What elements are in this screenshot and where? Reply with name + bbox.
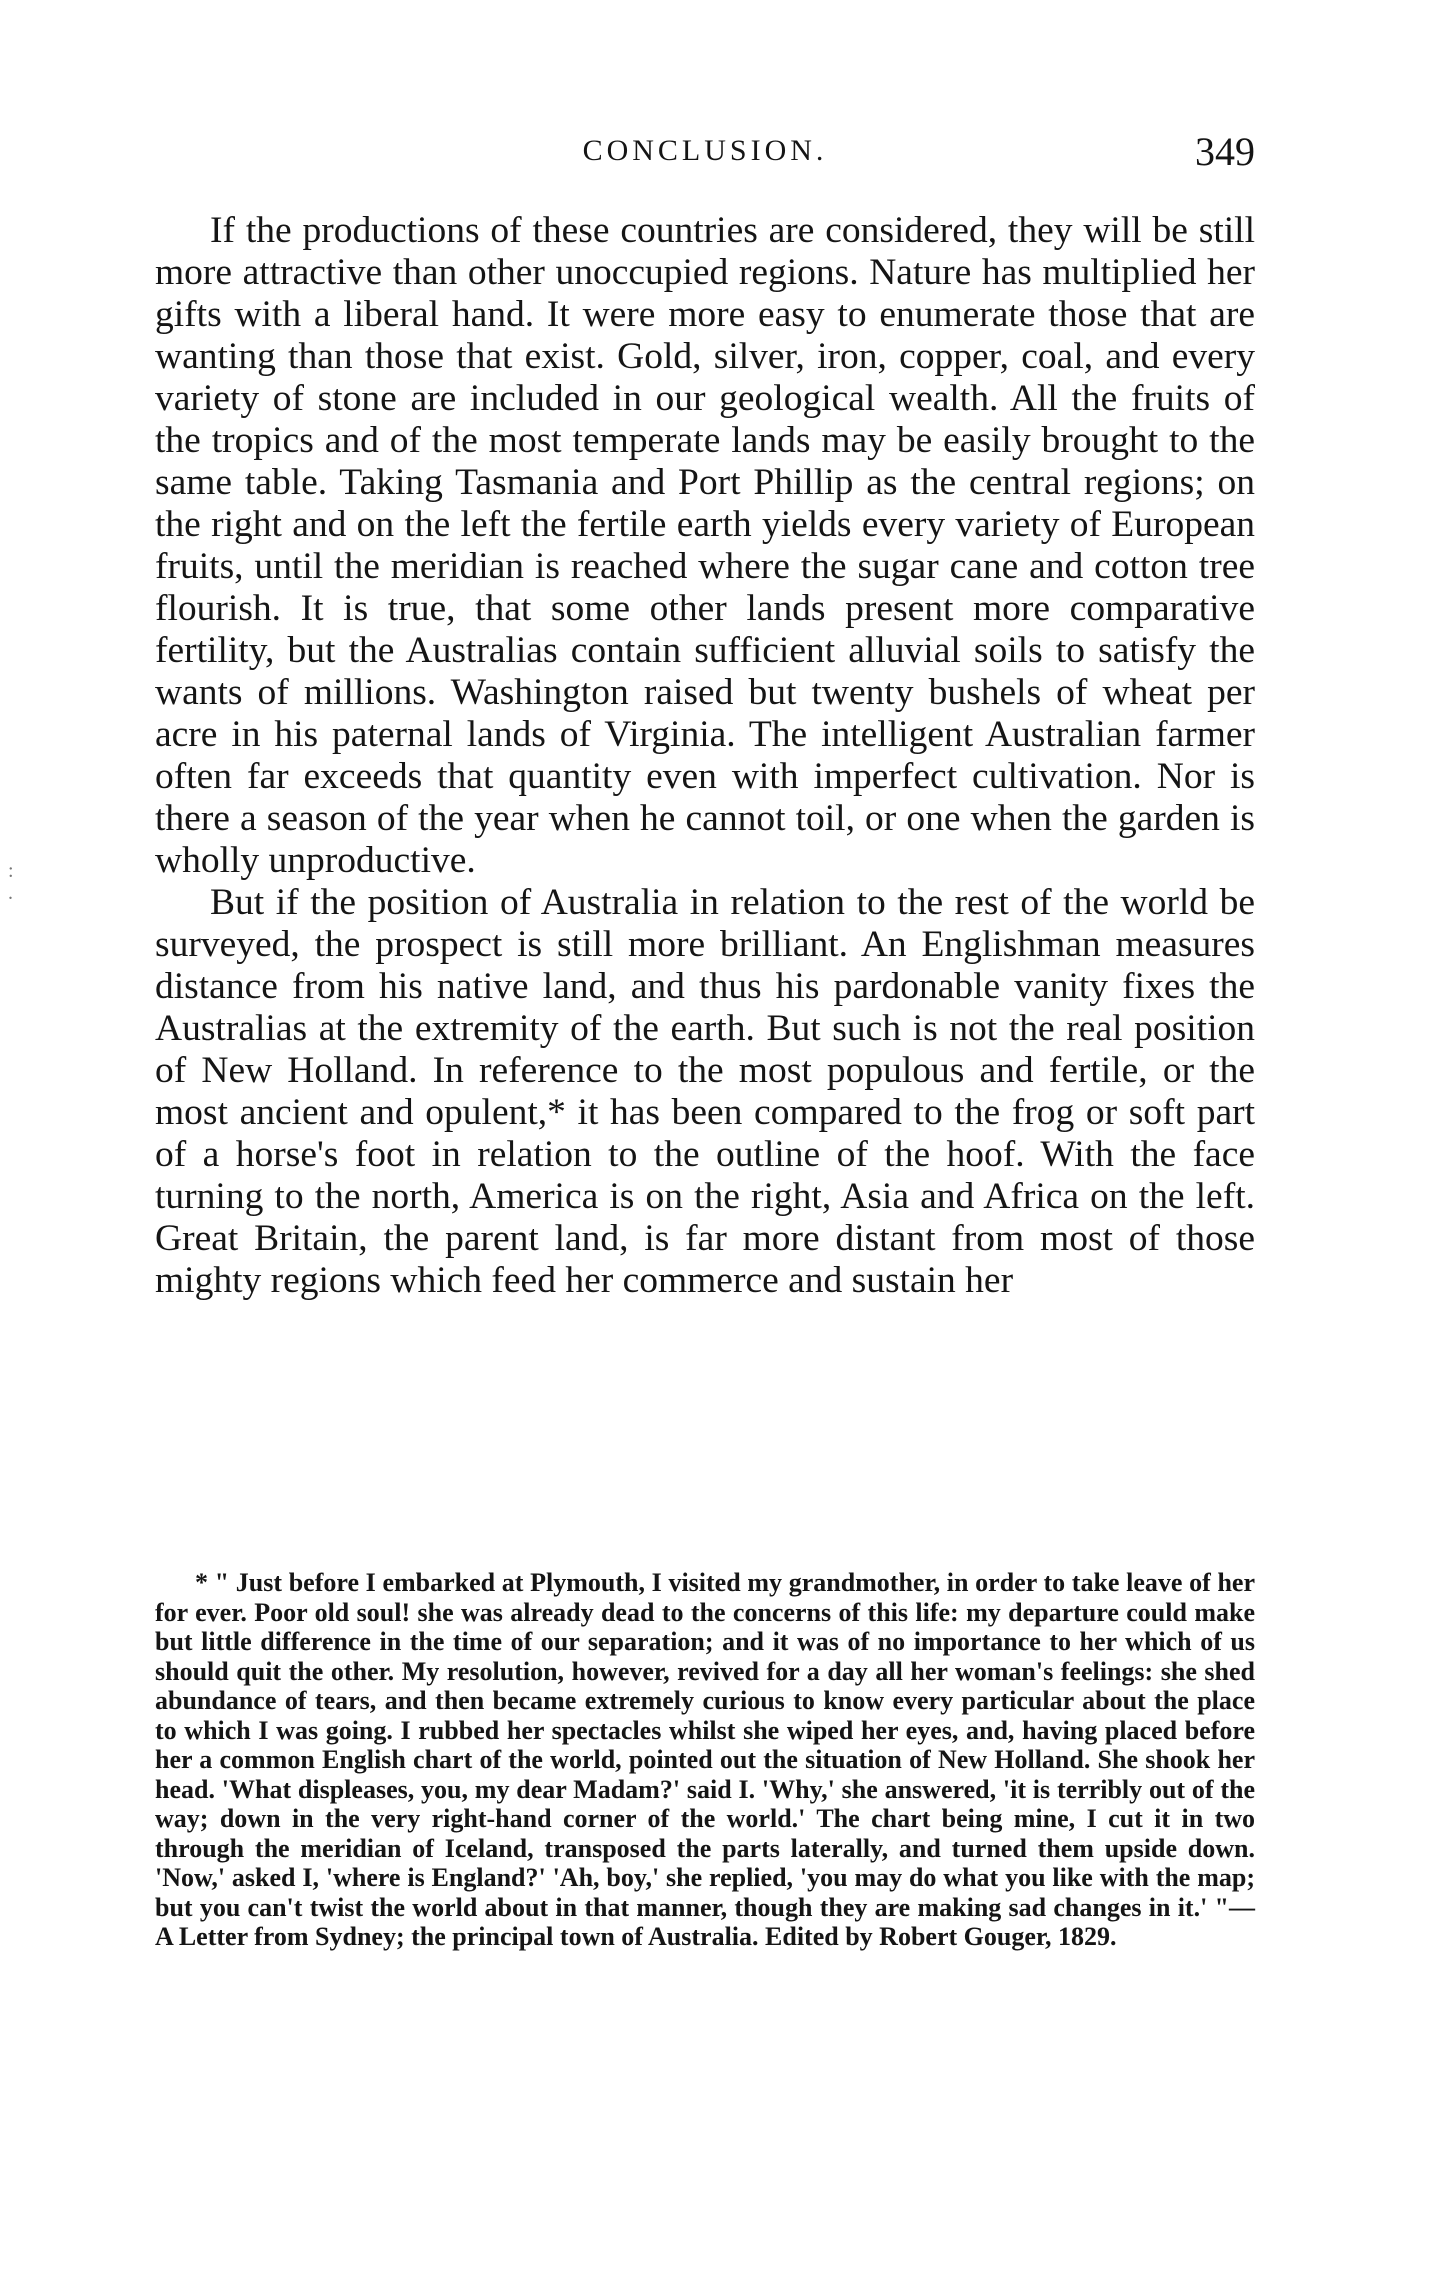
- margin-speck: : .: [8, 860, 14, 904]
- footnote: [155, 1568, 1255, 1952]
- body-text: [155, 210, 1255, 1302]
- paragraph-2: But if the position of Australia in relation to the rest of the world be surveyed, the prospect is still more brilliant. An Englishman measures distance from his native land, and thus his pardonable vanity fixes the Australias at the extremity of the earth. But such is not the real position of New Holland. In reference to the most populous and fertile, or the most ancient and opulent,* it has been compared to the frog or soft part of a horse's foot in relation to the outline of the hoof. With the face turning to the north, America is on the right, Asia and Africa on the left. Great Britain, the parent land, is far more distant from most of those mighty regions which feed her commerce and sustain her: [155, 882, 1255, 1301]
- running-title: CONCLUSION.: [582, 134, 828, 167]
- page-header: [155, 128, 1255, 184]
- footnote-text: * " Just before I embarked at Plymouth, I visited my grandmother, in order to take leave of her for ever. Poor old soul! she was already dead to the concerns of this life: my departure could make but little difference in the time of our separation; and it was of no importance to her which of us should quit the other. My resolution, however, revived for a day all her woman's feelings: she shed abundance of tears, and then became extremely curious to know every particular about the place to which I was going. I rubbed her spectacles whilst she wiped her eyes, and, having placed before her a common English chart of the world, pointed out the situation of New Holland. She shook her head. 'What displeases, you, my dear Madam?' said I. 'Why,' she answered, 'it is terribly out of the way; down in the very right-hand corner of the world.' The chart being mine, I cut it in two through the meridian of Iceland, transposed the parts laterally, and turned them upside down. 'Now,' asked I, 'where is England?' 'Ah, boy,' she replied, 'you may do what you like with the map; but you can't twist the world about in that manner, though they are making sad changes in it.' "—A Letter from Sydney; the principal town of Australia. Edited by Robert Gouger, 1829.: [155, 1568, 1255, 1951]
- page-number: 349: [1195, 129, 1255, 174]
- paragraph-1: If the productions of these countries are considered, they will be still more attractive than other unoccupied regions. Nature has multiplied her gifts with a liberal hand. It were more easy to enumerate those that are wanting than those that exist. Gold, silver, iron, copper, coal, and every variety of stone are included in our geological wealth. All the fruits of the tropics and of the most temperate lands may be easily brought to the same table. Taking Tasmania and Port Phillip as the central regions; on the right and on the left the fertile earth yields every variety of European fruits, until the meridian is reached where the sugar cane and cotton tree flourish. It is true, that some other lands present more comparative fertility, but the Australias contain sufficient alluvial soils to satisfy the wants of millions. Washington raised but twenty bushels of wheat per acre in his paternal lands of Virginia. The intelligent Australian farmer often far exceeds that quantity even with imperfect cultivation. Nor is there a season of the year when he cannot toil, or one when the garden is wholly unproductive.: [155, 210, 1255, 881]
